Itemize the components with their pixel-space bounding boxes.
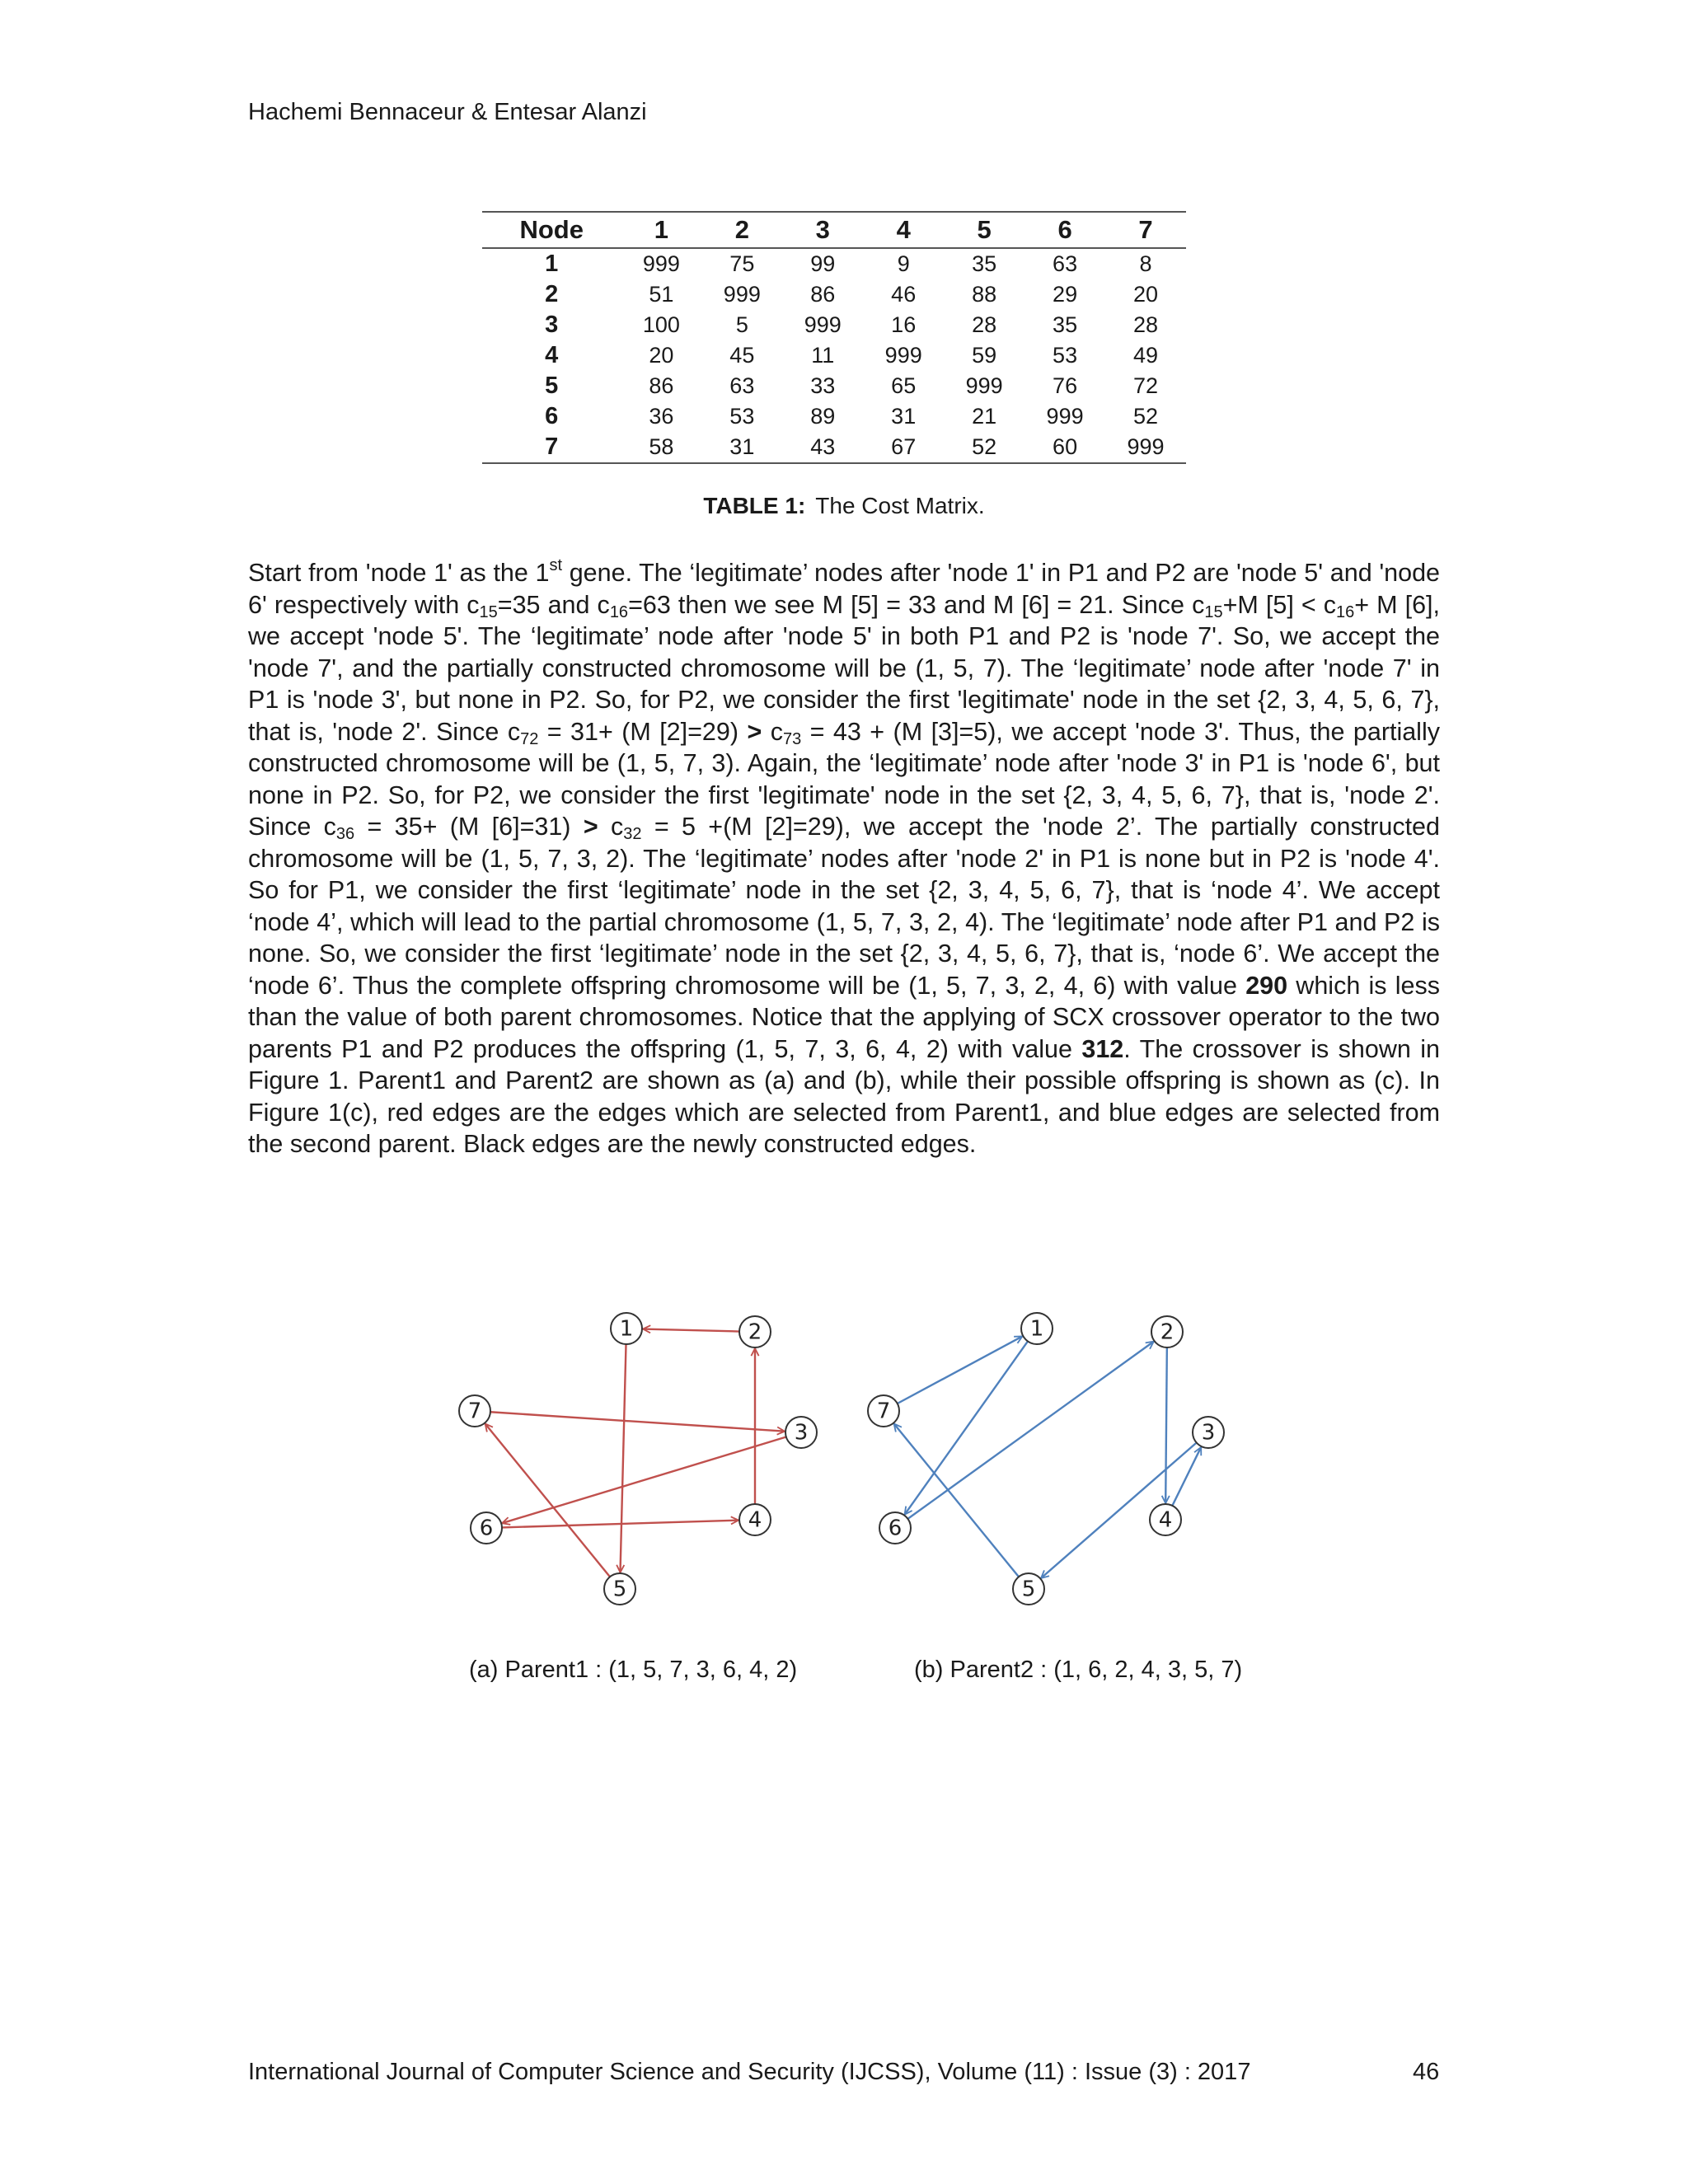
- table-cell: 60: [1025, 432, 1105, 463]
- table-cell: 72: [1133, 373, 1159, 398]
- table-cell: 53: [1053, 343, 1078, 368]
- table-row: [482, 248, 1186, 279]
- column-header: 4: [863, 212, 944, 248]
- column-header: 3: [782, 212, 863, 248]
- graph-node-label: 2: [1160, 1319, 1175, 1345]
- parent2-graph: [868, 1313, 1224, 1605]
- graph-node-label: 1: [1029, 1316, 1044, 1342]
- table-cell: 49: [1133, 343, 1159, 368]
- table-row: [482, 432, 1186, 463]
- table-caption: [0, 493, 1688, 519]
- table-body: [482, 248, 1186, 463]
- graph-node-label: 7: [876, 1399, 891, 1424]
- table-cell: 35: [972, 251, 997, 276]
- tour-edge: [485, 1424, 610, 1577]
- table-cell: 999: [723, 282, 761, 307]
- tour-edge: [1172, 1447, 1201, 1506]
- table-cell: 28: [1133, 312, 1159, 337]
- table-cell: 28: [972, 312, 997, 337]
- tour-edge: [894, 1424, 1019, 1577]
- table-cell: 999: [804, 312, 842, 337]
- running-header: Hachemi Bennaceur & Entesar Alanzi: [248, 99, 647, 125]
- tour-edge: [898, 1336, 1023, 1404]
- table-caption-label: TABLE 1:: [703, 493, 806, 518]
- table-row: [482, 371, 1186, 401]
- table-cell: 53: [729, 404, 755, 429]
- table-cell: 43: [782, 432, 863, 463]
- table-cell: 58: [621, 432, 701, 463]
- table-cell: 52: [1133, 404, 1159, 429]
- column-header: 2: [701, 212, 782, 248]
- table-cell: 16: [891, 312, 917, 337]
- graph-node-label: 6: [888, 1516, 903, 1541]
- tour-edge: [490, 1412, 785, 1431]
- graph-node-label: 6: [479, 1516, 494, 1541]
- table-cell: 36: [649, 404, 674, 429]
- table-cell: 31: [701, 432, 782, 463]
- figure-caption-parent2: (b) Parent2 : (1, 6, 2, 4, 3, 5, 7): [914, 1657, 1243, 1683]
- column-header: 7: [1105, 212, 1186, 248]
- table-cell: 999: [965, 373, 1003, 398]
- table-cell: 11: [811, 343, 835, 368]
- graph-node-label: 5: [612, 1577, 627, 1602]
- table-cell: 999: [884, 343, 922, 368]
- tour-edge: [643, 1329, 739, 1332]
- table-cell: 100: [642, 312, 680, 337]
- table-row: [482, 401, 1186, 432]
- figure-caption-parent1: (a) Parent1 : (1, 5, 7, 3, 6, 4, 2): [469, 1657, 798, 1683]
- table-cell: 5: [735, 312, 748, 337]
- table-row: [482, 279, 1186, 310]
- graph-node-label: 3: [794, 1420, 809, 1446]
- footer-journal: International Journal of Computer Science and Security (IJCSS), Volume (11) : Issue (3) : 2017: [248, 2059, 1251, 2085]
- crossover-figure: [445, 1302, 1269, 1632]
- table-cell: 65: [891, 373, 917, 398]
- table-cell: 9: [897, 251, 910, 276]
- table-cell: 76: [1053, 373, 1078, 398]
- table-header-row: [482, 212, 1186, 248]
- table-cell: 45: [729, 343, 755, 368]
- table-row: [482, 340, 1186, 371]
- column-header: 1: [621, 212, 701, 248]
- graph-node-label: 3: [1201, 1420, 1216, 1446]
- table-cell: 89: [810, 404, 836, 429]
- table-cell: 46: [891, 282, 917, 307]
- table-cell: 67: [863, 432, 944, 463]
- graph-node-label: 7: [467, 1399, 482, 1424]
- table-cell: 88: [972, 282, 997, 307]
- table-cell: 20: [649, 343, 674, 368]
- row-label: 6: [545, 403, 559, 429]
- graph-node-label: 5: [1021, 1577, 1036, 1602]
- row-label: 2: [545, 281, 559, 307]
- page-number: 46: [1413, 2059, 1440, 2085]
- graph-node-label: 4: [1158, 1507, 1173, 1533]
- tour-edge: [907, 1342, 1153, 1519]
- parent1-graph: [459, 1313, 817, 1605]
- column-header: 5: [944, 212, 1025, 248]
- row-label: 5: [545, 373, 559, 399]
- table-cell: 999: [642, 251, 680, 276]
- table-cell: 8: [1139, 251, 1152, 276]
- tour-edge: [621, 1344, 626, 1572]
- cost-matrix-table: [482, 211, 1186, 464]
- graph-node-label: 1: [619, 1316, 634, 1342]
- row-label: 7: [482, 432, 621, 463]
- table-cell: 35: [1053, 312, 1078, 337]
- table-cell: 20: [1133, 282, 1159, 307]
- column-header: 6: [1025, 212, 1105, 248]
- table-cell: 21: [972, 404, 997, 429]
- table-caption-text: The Cost Matrix.: [815, 493, 985, 518]
- table-corner-header: Node: [482, 212, 621, 248]
- row-label: 3: [545, 312, 559, 338]
- table-cell: 63: [1053, 251, 1078, 276]
- table-cell: 33: [810, 373, 836, 398]
- tour-edge: [502, 1521, 738, 1528]
- table-cell: 29: [1053, 282, 1078, 307]
- table-cell: 63: [729, 373, 755, 398]
- table-cell: 52: [944, 432, 1025, 463]
- table-cell: 86: [810, 282, 836, 307]
- table-cell: 75: [729, 251, 755, 276]
- row-label: 1: [545, 251, 559, 277]
- table-cell: 999: [1105, 432, 1186, 463]
- table-cell: 59: [972, 343, 997, 368]
- table-cell: 31: [891, 404, 917, 429]
- tour-edge: [1165, 1347, 1167, 1503]
- table-row: [482, 310, 1186, 340]
- body-paragraph: Start from 'node 1' as the 1st gene. The ‘legitimate’ nodes after 'node 1' in P1 and P2 are 'node 5' and 'node 6' respectively with $c_{15}=35$ and $c_{16}=63$ then we see M [5] = 33 and M [6] = 21. Since $c_{15}+M$ $[5] < c_{16}+ M$ [6], we accept 'node 5'. The ‘legitimate’ node after 'node 5' in both P1 and P2 is 'node 7'. So, we accept the 'node 7', and the partially constructed chromosome will be (1, 5, 7). The ‘legitimate’ node after 'node 7' in P1 is 'node 3', but none in P2. So, for P2, we consider the first 'legitimate' node in the set {2, 3, 4, 5, 6, 7}, that is, 'node 2'. Since $c_{72} = 31+ (M$ $[2]=29) > c_{73} = 43 + (M$ [3]=5), we accept 'node 3'. Thus, the partially constructed chromosome will be (1, 5, 7, 3). Again, the ‘legitimate’ node after 'node 3' in P1 is 'node 6', but none in P2. So, for P2, we consider the first 'legitimate' node in the set {2, 3, 4, 5, 6, 7}, that is, 'node 2'. Since $c_{36} = 35+ (M$ $[6]=31) > c_{32} = 5 +(M$ [2]=29), we accept the 'node 2’. The partially constructed chromosome will be (1, 5, 7, 3, 2). The ‘legitimate’ nodes after 'node 2' in P1 is none but in P2 is 'node 4'. So for P1, we consider the first ‘legitimate’ node in the set {2, 3, 4, 5, 6, 7}, that is ‘node 4’. We accept ‘node 4’, which will lead to the partial chromosome (1, 5, 7, 3, 2, 4). The ‘legitimate’ node after P1 and P2 is none. So, we consider the first ‘legitimate’ node in the set {2, 3, 4, 5, 6, 7}, that is, ‘node 6’. We accept the ‘node 6’. Thus the complete offspring chromosome will be (1, 5, 7, 3, 2, 4, 6) with value 290 which is less than the value of both parent chromosomes. Notice that the applying of SCX crossover operator to the two parents P1 and P2 produces the offspring (1, 5, 7, 3, 6, 4, 2) with value 312. The crossover is shown in Figure 1. Parent1 and Parent2 are shown as (a) and (b), while their possible offspring is shown as (c). In Figure 1(c), red edges are the edges which are selected from Parent1, and blue edges are selected from the second parent. Black edges are the newly constructed edges.: [248, 556, 1441, 1158]
- graph-node-label: 2: [748, 1319, 762, 1345]
- table-cell: 999: [1046, 404, 1084, 429]
- graph-node-label: 4: [748, 1507, 762, 1533]
- table-cell: 51: [649, 282, 674, 307]
- row-label: 4: [545, 342, 559, 368]
- table-cell: 86: [649, 373, 674, 398]
- table-cell: 99: [810, 251, 836, 276]
